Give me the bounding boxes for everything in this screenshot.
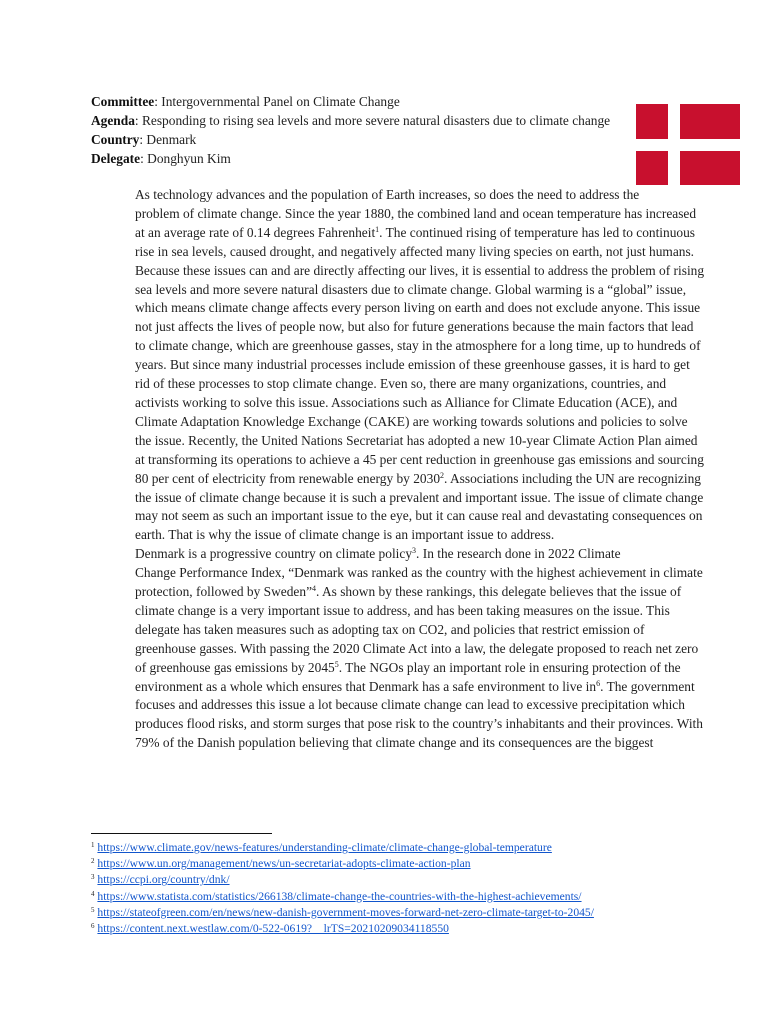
country-value: : Denmark — [139, 132, 197, 147]
footnote-5: $^5$ https://stateofgreen.com/en/news/new-danish-government-moves-forward-net-zero-climate-target-to-2045/ — [91, 905, 594, 919]
country-label: Country — [91, 132, 140, 147]
text-line: of greenhouse gas emissions by 2045$^5$. The NGOs play an important role in ensuring protection of the — [135, 659, 681, 675]
text-line: 79% of the Danish population believing that climate change and its consequences are the biggest — [135, 735, 654, 751]
text-line: climate change is a very important issue to address, and has been taking measures on the issue. This — [135, 602, 670, 618]
text-line: produces flood risks, and storm surges that pose risk to the country’s inhabitants and their provinces. With — [135, 716, 703, 732]
footnote-4: $^4$ https://www.statista.com/statistics/266138/climate-change-the-countries-with-the-highest-achievements/ — [91, 889, 582, 903]
text-line: problem of climate change. Since the year 1880, the combined land and ocean temperature has increased — [135, 205, 697, 221]
footnote-link-1[interactable]: https://www.climate.gov/news-features/understanding-climate/climate-change-global-temperature — [97, 841, 552, 854]
text-line: focuses and addresses this issue a lot because climate change can lead to excessive precipitation which — [135, 697, 685, 713]
text-line: protection, followed by Sweden”$^4$. As shown by these rankings, this delegate believes that the issue of — [135, 584, 682, 600]
text-line: Denmark is a progressive country on climate policy$^3$. In the research done in 2022 Climate — [135, 546, 621, 562]
committee-value: : Intergovernmental Panel on Climate Change — [154, 94, 400, 109]
text-line: Because these issues can and are directly affecting our lives, it is essential to address the problem of rising — [135, 262, 705, 278]
committee-line — [91, 92, 651, 111]
flag-quadrant-top-right — [680, 104, 740, 139]
text-line: environment as a whole which ensures that Denmark has a safe environment to live $in^6$. The government — [135, 678, 695, 694]
text-line: earth. That is why the issue of climate change is an important issue to address. — [135, 527, 555, 543]
footnote-ref-6: 6 — [596, 678, 601, 688]
footnote-ref-5: 5 — [334, 659, 339, 669]
footnotes — [91, 840, 594, 937]
text-line: to climate change, which are greenhouse gasses, stay in the atmosphere for a long time, up to hundreds of — [135, 338, 701, 354]
text-line: at an average rate of 0.14 degrees Fahrenheit$^1$. The continued rising of temperature has led to continuous — [135, 224, 696, 240]
text-line: years. But since many industrial processes include emission of these greenhouse gasses, it is hard to get — [135, 357, 690, 373]
footnote-ref-2: 2 — [440, 470, 445, 480]
footnote-3: $^3$ https://ccpi.org/country/dnk/ — [91, 873, 230, 887]
footnote-6: $^6$ https://content.next.westlaw.com/0-522-0619?__lrTS=20210209034118550 — [91, 922, 449, 936]
text-line: rid of these processes to stop climate change. Even so, there are many organizations, countries, and — [135, 376, 667, 392]
footnote-link-2[interactable]: https://www.un.org/management/news/un-secretariat-adopts-climate-action-plan — [97, 857, 471, 871]
flag-quadrant-top-left — [636, 104, 668, 139]
text-line: sea levels and more severe natural disasters due to climate change. Global warming is a “global” issue, — [135, 281, 687, 297]
country-line — [91, 130, 651, 149]
text-line: delegate has taken measures such as adopting tax on CO2, and policies that restrict emission of — [135, 621, 645, 637]
footnote-ref-3: 3 — [412, 546, 417, 556]
footnote-separator — [91, 833, 272, 834]
committee-label: Committee — [91, 94, 155, 109]
delegate-value: : Donghyun Kim — [140, 151, 231, 166]
paragraph-1 — [91, 186, 705, 545]
footnote-ref-1: 1 — [375, 224, 380, 234]
text-line: Climate Adaptation Knowledge Exchange (CAKE) are working towards solutions and policies to solve — [135, 413, 688, 429]
text-line: the issue. Recently, the United Nations Secretariat has adopted a new 10-year Climate Action Plan aimed — [135, 432, 698, 448]
agenda-line — [91, 111, 651, 130]
text-line: greenhouse gasses. With passing the 2020 Climate Act into a law, the delegate proposed to reach net zero — [135, 640, 699, 656]
text-line: may not seem as such an important issue to the eye, but it can cause real and devastating consequences on — [135, 508, 703, 524]
footnote-link-6[interactable]: https://content.next.westlaw.com/0-522-0619?__lrTS=20210209034118550 — [97, 922, 449, 936]
text-line: 80 per cent of electricity from renewable energy by 2030$^2$. Associations including the UN are recognizing — [135, 470, 701, 486]
delegate-label: Delegate — [91, 151, 141, 166]
text-line: at transforming its operations to achieve a 45 per cent reduction in greenhouse gas emissions and sourcing — [135, 451, 704, 467]
footnote-link-3[interactable]: https://ccpi.org/country/dnk/ — [97, 873, 230, 887]
footnote-1: $^1$ https://www.climate.gov/news-features/understanding-climate/climate-change-global-temperature — [91, 841, 552, 854]
flag-quadrant-bottom-right — [680, 151, 740, 185]
paragraph-2 — [91, 545, 703, 753]
text-line: As technology advances and the population of Earth increases, so does the need to address the — [135, 187, 640, 202]
text-line: Change Performance Index, “Denmark was ranked as the country with the highest achievement in climate — [135, 565, 703, 581]
footnote-link-4[interactable]: https://www.statista.com/statistics/266138/climate-change-the-countries-with-the-highest-achievements/ — [97, 889, 582, 903]
delegate-line — [91, 149, 651, 168]
denmark-flag — [636, 104, 740, 185]
text-line: activists working to solve this issue. Associations such as Alliance for Climate Education (ACE), and — [135, 394, 678, 410]
agenda-label: Agenda — [91, 113, 135, 128]
text-line: rise in sea levels, caused drought, and negatively affected many living species on earth, not just humans. — [135, 243, 695, 259]
text-line: the issue of climate change because it is such a prevalent and important issue. The issue of climate change — [135, 489, 704, 505]
document-header — [91, 92, 651, 168]
text-line: which means climate change affects every person living on earth and does not exclude anyone. This issue — [135, 300, 701, 316]
body-text — [91, 186, 705, 753]
footnote-link-5[interactable]: https://stateofgreen.com/en/news/new-danish-government-moves-forward-net-zero-climate-target-to-2045/ — [97, 905, 594, 919]
agenda-value: : Responding to rising sea levels and more severe natural disasters due to climate change — [134, 113, 611, 128]
text-line: not just affects the lives of people now, but also for future generations because the main factors that lead — [135, 319, 694, 335]
footnote-ref-4: 4 — [312, 584, 317, 594]
flag-quadrant-bottom-left — [636, 151, 668, 185]
footnote-2: $^2$ https://www.un.org/management/news/un-secretariat-adopts-climate-action-plan — [91, 857, 471, 871]
